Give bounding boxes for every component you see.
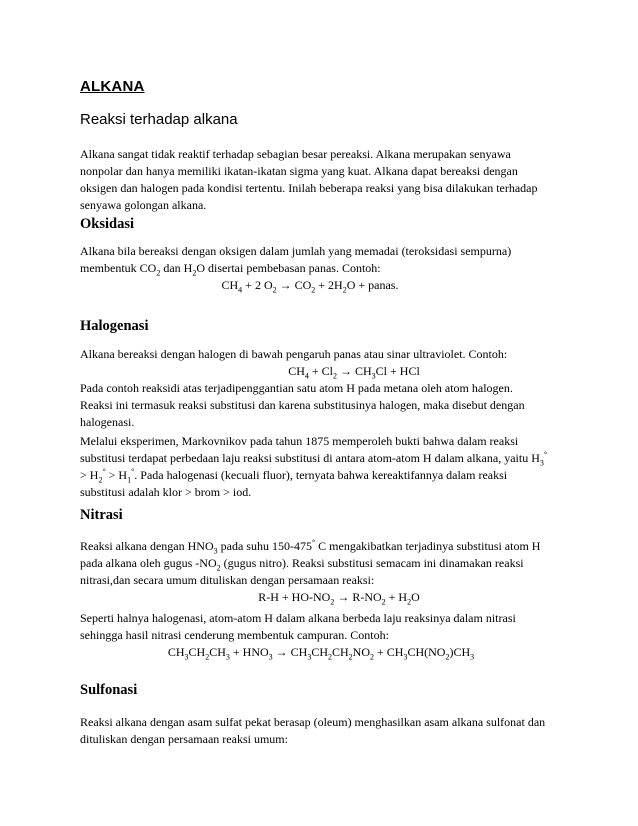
nitrasi-line: Reaksi alkana dengan $HNO_3$ pada suhu 150-475° C mengakibatkan terjadinya substitusi atom H (80, 538, 541, 556)
intro-line: nonpolar dan hanya memiliki ikatan-ikatan sigma yang kuat. Alkana dapat bereaksi dengan (80, 164, 518, 178)
sulfonasi-line: dituliskan dengan persamaan reaksi umum: (80, 732, 288, 746)
halogenasi-paragraph (80, 346, 558, 431)
nitrasi-line: Seperti halnya halogenasi, atom-atom H dalam alkana berbeda laju reaksinya dalam nitrasi (80, 611, 516, 625)
markovnikov-line: > $H_2^\circ > H_1^\circ$. Pada halogenasi (kecuali fluor), ternyata bahwa kereaktifannya dalam reaksi (80, 467, 508, 485)
markovnikov-paragraph (80, 433, 558, 501)
nitrasi-equation-2: $CH_3CH_2CH_3 + HNO_3 \to CH_3CH_2CH_2NO_2 + CH_3CH(NO_2)CH_3$ (167, 645, 475, 662)
markovnikov-line: substitusi adalah klor > brom > iod. (80, 485, 252, 499)
intro-line: Alkana sangat tidak reaktif terhadap sebagian besar pereaksi. Alkana merupakan senyawa (80, 147, 511, 161)
document-subtitle: Reaksi terhadap alkana (80, 111, 238, 128)
nitrasi-equation: $R-H + HO-NO_2 \to R-NO_2 + H_2O$ (258, 590, 420, 607)
oksidasi-equation: $CH_4 + 2$ $O_2 \to CO_2 + 2H_2O$ + panas. (221, 278, 399, 295)
heading-oksidasi: Oksidasi (80, 216, 134, 232)
sulfonasi-paragraph (80, 714, 558, 748)
nitrasi-line: nitrasi,dan secara umum dituliskan dengan persamaan reaksi: (80, 573, 375, 587)
halogenasi-line: Reaksi ini termasuk reaksi substitusi dan karena substitusinya halogen, maka disebut dengan (80, 398, 525, 412)
nitrasi-line: pada alkana oleh gugus $-NO_2$ (gugus nitro). Reaksi substitusi semacam ini dinamakan reaksi (80, 556, 524, 573)
heading-nitrasi: Nitrasi (80, 507, 123, 523)
halogenasi-line: halogenasi. (80, 415, 135, 429)
nitrasi-paragraph (80, 538, 558, 606)
halogenasi-line: Alkana bereaksi dengan halogen di bawah pengaruh panas atau sinar ultraviolet. Contoh: (80, 347, 508, 361)
nitrasi-paragraph-2 (80, 610, 558, 661)
document-title: ALKANA (80, 78, 145, 95)
oksidasi-line: Alkana bila bereaksi dengan oksigen dalam jumlah yang memadai (teroksidasi sempurna) (80, 244, 512, 258)
heading-halogenasi: Halogenasi (80, 318, 149, 334)
markovnikov-line: substitusi terdapat perbedaan laju reaksi substitusi di antara atom-atom H dalam alkana, yaitu $H_3^\circ$ (80, 450, 548, 468)
intro-line: senyawa golongan alkana. (80, 198, 207, 212)
markovnikov-line: Melalui eksperimen, Markovnikov pada tahun 1875 memperoleh bukti bahwa dalam reaksi (80, 434, 519, 448)
halogenasi-line: Pada contoh reaksidi atas terjadipenggantian satu atom H pada metana oleh atom halogen. (80, 381, 513, 395)
oksidasi-paragraph (80, 243, 558, 294)
intro-line: oksigen dan halogen pada kondisi tertentu. Inilah beberapa reaksi yang bisa dilakukan terhadap (80, 181, 538, 195)
halogenasi-equation: $CH_4 + Cl_2 \to CH_3Cl$ + HCl (288, 364, 420, 381)
intro-paragraph (80, 146, 558, 214)
nitrasi-line: sehingga hasil nitrasi cenderung membentuk campuran. Contoh: (80, 628, 389, 642)
oksidasi-line: membentuk $CO_2$ dan $H_2O$ disertai pembebasan panas. Contoh: (80, 261, 381, 278)
heading-sulfonasi: Sulfonasi (80, 682, 138, 698)
sulfonasi-line: Reaksi alkana dengan asam sulfat pekat berasap (oleum) menghasilkan asam alkana sulfonat dan (80, 715, 546, 729)
